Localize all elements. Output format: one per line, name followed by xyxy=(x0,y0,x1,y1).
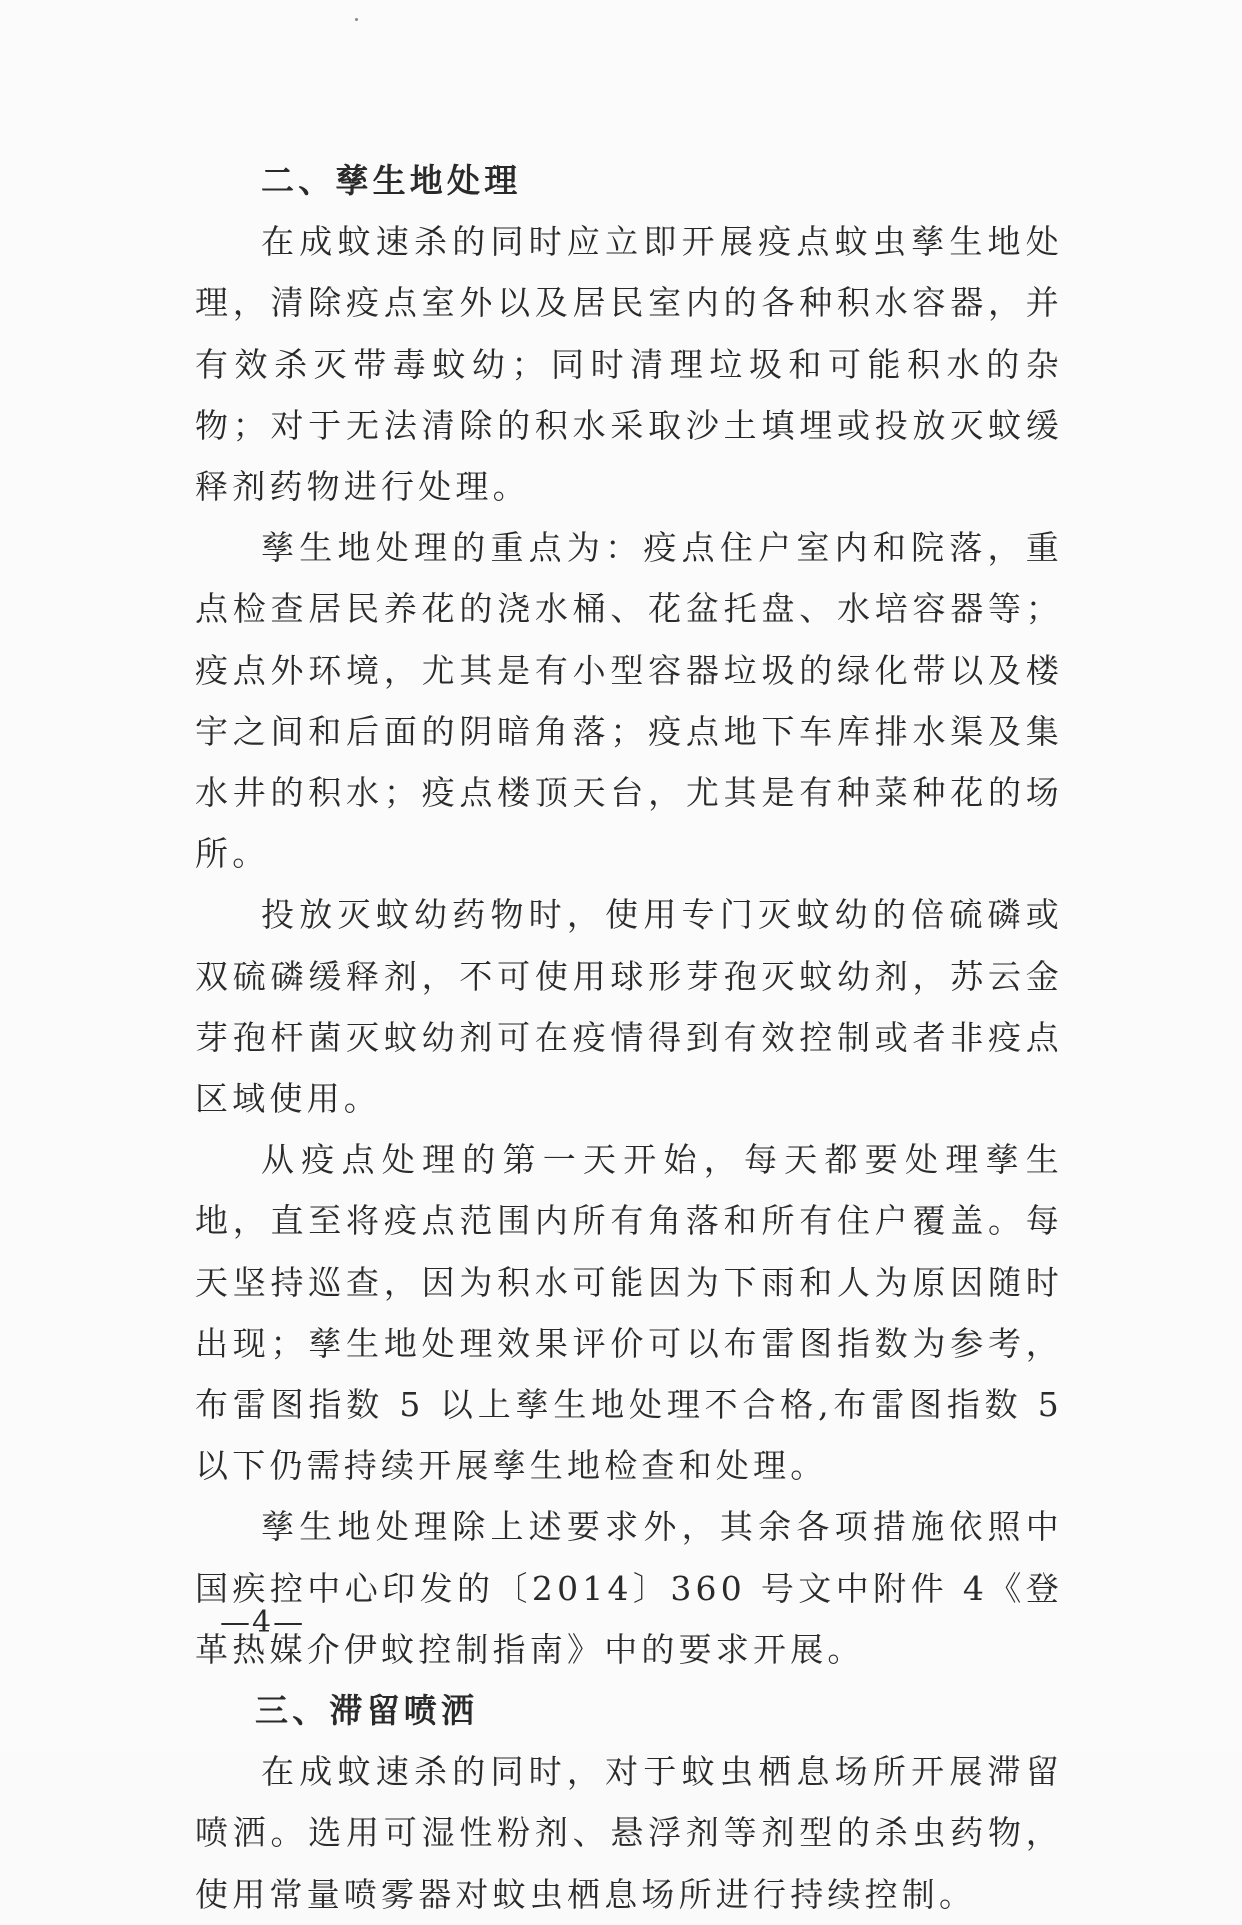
paragraph-2: 孳生地处理的重点为：疫点住户室内和院落，重点检查居民养花的浇水桶、花盆托盘、水培容器等；疫点外环境，尤其是有小型容器垃圾的绿化带以及楼宇之间和后面的阴暗角落；疫点地下车库排水渠及集水井的积水；疫点楼顶天台，尤其是有种菜种花的场所。 xyxy=(195,528,1063,874)
paragraph-5: 孳生地处理除上述要求外，其余各项措施依照中国疾控中心印发的〔2014〕360 号文中附件 4《登革热媒介伊蚊控制指南》中的要求开展。 xyxy=(195,1507,1063,1669)
section-heading-breeding-site: 二、孳生地处理 xyxy=(261,161,522,200)
page-number: —4— xyxy=(220,1605,306,1640)
paragraph-3: 投放灭蚊幼药物时，使用专门灭蚊幼的倍硫磷或双硫磷缓释剂，不可使用球形芽孢灭蚊幼剂，苏云金芽孢杆菌灭蚊幼剂可在疫情得到有效控制或者非疫点区域使用。 xyxy=(195,895,1063,1119)
scan-speck xyxy=(355,18,358,21)
document-body xyxy=(195,150,1063,1925)
paragraph-6: 在成蚊速杀的同时，对于蚊虫栖息场所开展滞留喷洒。选用可湿性粉剂、悬浮剂等剂型的杀虫药物，使用常量喷雾器对蚊虫栖息场所进行持续控制。 xyxy=(195,1752,1063,1914)
section-heading-residual-spraying: 三、滞留喷洒 xyxy=(255,1691,479,1731)
paragraph-4: 从疫点处理的第一天开始，每天都要处理孳生地，直至将疫点范围内所有角落和所有住户覆盖。每天坚持巡查，因为积水可能因为下雨和人为原因随时出现；孳生地处理效果评价可以布雷图指数为参考，布雷图指数 5 以上孳生地处理不合格,布雷图指数 5 以下仍需持续开展孳生地检查和处理。 xyxy=(195,1140,1063,1486)
paragraph-1: 在成蚊速杀的同时应立即开展疫点蚊虫孳生地处理，清除疫点室外以及居民室内的各种积水容器，并有效杀灭带毒蚊幼；同时清理垃圾和可能积水的杂物；对于无法清除的积水采取沙土填埋或投放灭蚊缓释剂药物进行处理。 xyxy=(195,222,1063,507)
